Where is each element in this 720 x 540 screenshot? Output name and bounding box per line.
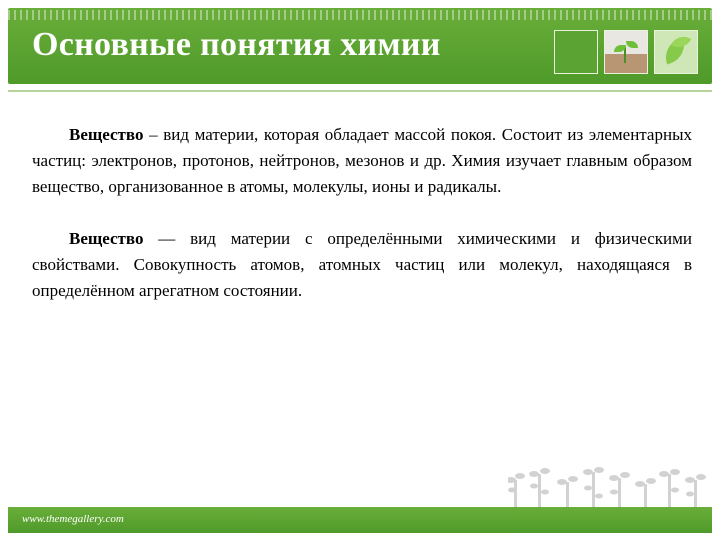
definition-text: — вид материи с определёнными химическими и физическими свойствами. Совокупность атомов, атомных частиц или молекул, находящаяся в определённом агрегатном состоянии. (32, 229, 692, 300)
footer-url: www.themegallery.com (22, 513, 124, 525)
slide-body (32, 122, 692, 330)
sprout-image (604, 30, 648, 74)
definition-paragraph-2 (32, 226, 692, 304)
sprout-silhouettes-icon (508, 466, 712, 508)
slide-header (0, 0, 720, 90)
header-divider (8, 90, 712, 92)
term-label: Вещество (69, 125, 144, 144)
decorative-stripe (8, 10, 712, 20)
term-label: Вещество (69, 229, 144, 248)
definition-text: – вид материи, которая обладает массой покоя. Состоит из элементарных частиц: электронов, протонов, нейтронов, мезонов и др. Химия изучает главным образом вещество, организованное в атомы, молекулы, ионы и радикалы. (32, 125, 692, 196)
slide-title: Основные понятия химии (32, 26, 441, 63)
green-tile-image (554, 30, 598, 74)
header-thumbnails (554, 30, 698, 74)
leaf-image (654, 30, 698, 74)
definition-paragraph-1 (32, 122, 692, 200)
